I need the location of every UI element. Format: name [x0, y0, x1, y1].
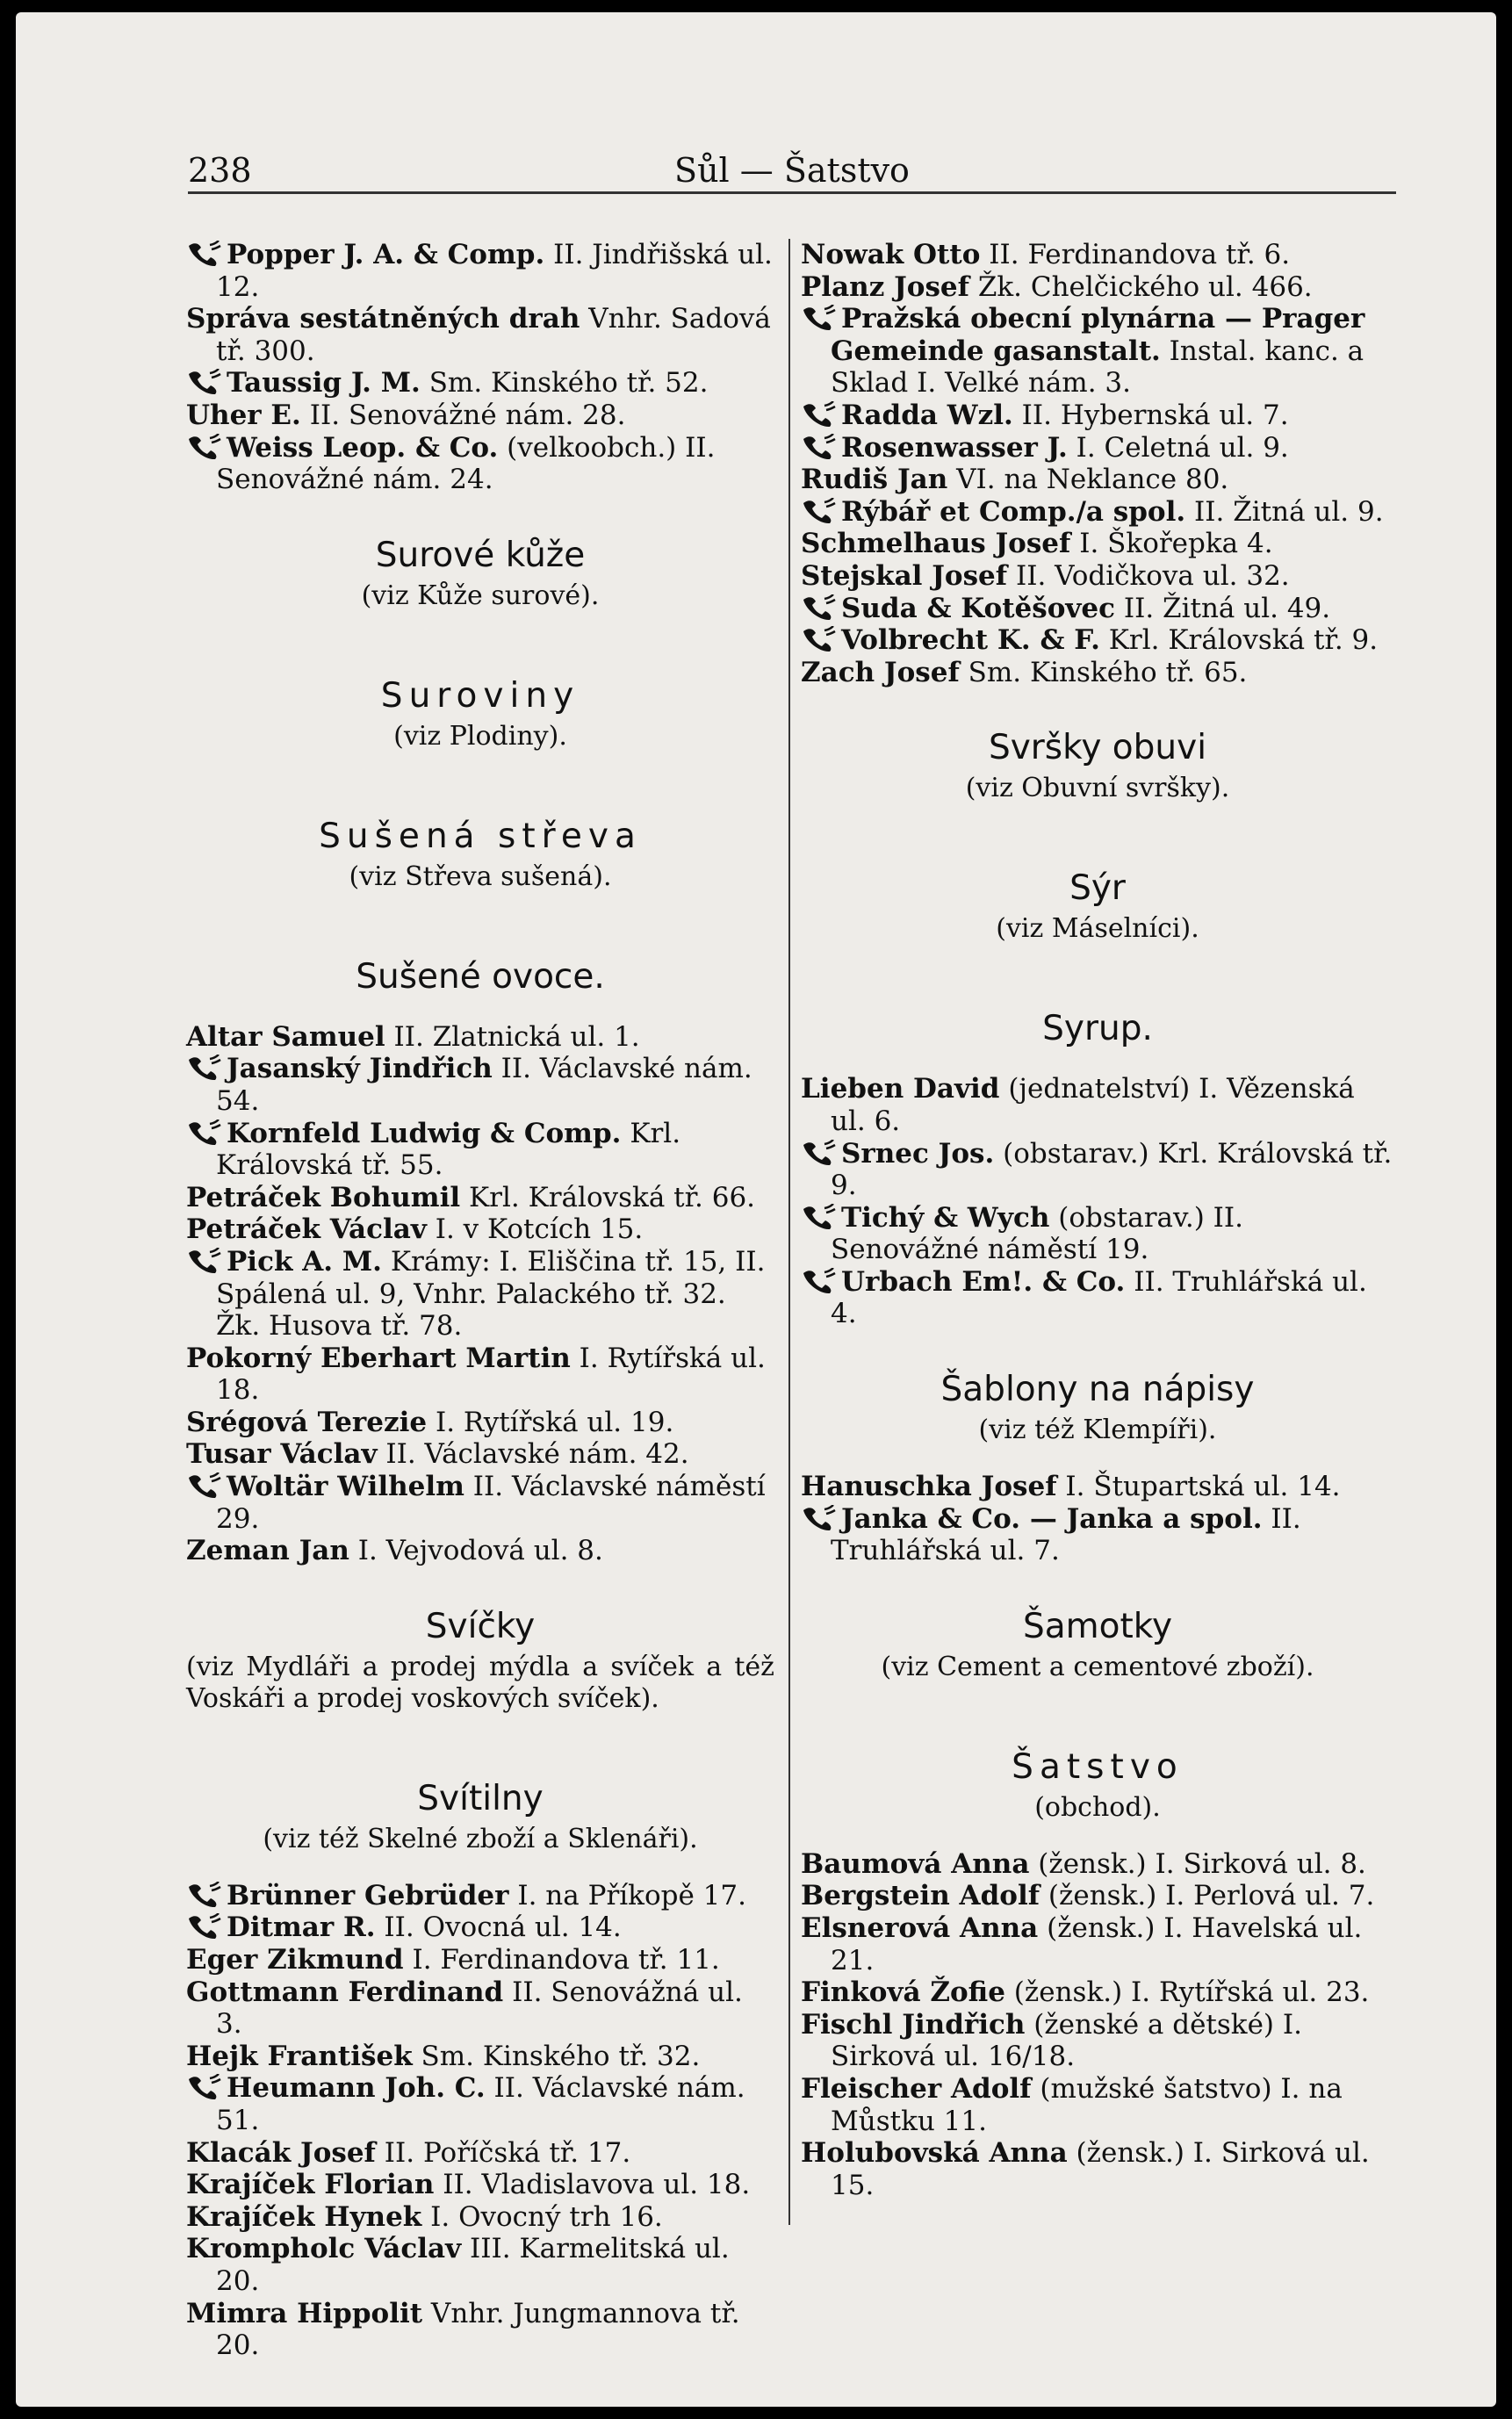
directory-entry: [801, 560, 1394, 593]
directory-entry: [186, 1911, 774, 1944]
telephone-icon: [186, 1248, 221, 1274]
entry-name: Jasanský Jindřich: [227, 1053, 493, 1085]
section-heading-block: [801, 969, 1394, 1073]
section-heading-block: [801, 688, 1394, 829]
section-note: (viz Kůže surové).: [361, 580, 600, 611]
directory-entry: [801, 1880, 1394, 1912]
directory-entry: [186, 1438, 774, 1471]
directory-entry: [801, 432, 1394, 464]
directory-entry: [186, 1021, 774, 1054]
section-heading-block: [186, 637, 774, 777]
telephone-icon: [186, 1120, 221, 1146]
section-title: Šatstvo: [1012, 1746, 1184, 1787]
section-title: Suroviny: [380, 675, 580, 716]
entry-name: Gottmann Ferdinand: [186, 1976, 504, 2008]
entry-name: Planz Josef: [801, 270, 969, 303]
section-title: Sýr: [1069, 868, 1126, 909]
directory-entry: [186, 1880, 774, 1912]
entry-name: Weiss Leop. & Co.: [227, 431, 499, 464]
entry-name: Altar Samuel: [186, 1020, 385, 1053]
entry-name: Zeman Jan: [186, 1535, 349, 1567]
entry-name: Hanuschka Josef: [801, 1471, 1057, 1503]
telephone-icon: [186, 1882, 221, 1908]
directory-entry: [186, 1535, 774, 1567]
entry-address: II. Václavské nám. 54.: [216, 1053, 752, 1117]
entry-address: Krl. Královská tř. 9.: [1099, 624, 1379, 657]
entry-address: Krl. Královská tř. 66.: [460, 1181, 756, 1213]
entry-address: Sm. Kinského tř. 52.: [420, 367, 709, 400]
entry-name: Radda Wzl.: [841, 399, 1013, 431]
directory-entry: [186, 1213, 774, 1246]
entry-name: Zach Josef: [801, 656, 960, 688]
directory-entry: [186, 1182, 774, 1214]
directory-entry: [801, 1138, 1394, 1202]
directory-entry: [186, 1118, 774, 1182]
entry-address: Sm. Kinského tř. 65.: [959, 656, 1248, 688]
directory-entry: [186, 2169, 774, 2201]
entry-address: Krámy: I. Eliščina tř. 15, II. Spálená ul. 9, Vnhr. Palackého tř. 32. Žk. Husova tř. 78.: [216, 1245, 766, 1343]
entry-name: Krajíček Hynek: [186, 2200, 422, 2233]
entry-address: Vnhr. Sadová tř. 300.: [216, 303, 771, 367]
directory-entry: [801, 1848, 1394, 1881]
directory-entry: [801, 1266, 1394, 1330]
entry-address: II. Václavské nám. 51.: [216, 2072, 745, 2136]
entry-address: (žensk.) I. Perlová ul. 7.: [1040, 1880, 1375, 1912]
directory-entry: [801, 2009, 1394, 2073]
directory-entry: [801, 1073, 1394, 1137]
directory-entry: [801, 239, 1394, 271]
directory-entry: [186, 1944, 774, 1976]
entry-address: I. Ovocný trh 16.: [421, 2200, 663, 2233]
section-heading-block: [801, 1567, 1394, 1708]
telephone-icon: [186, 434, 221, 460]
section-note: (viz Máselníci).: [996, 913, 1199, 945]
telephone-icon: [801, 1204, 836, 1230]
entry-address: III. Karmelitská ul. 20.: [216, 2233, 730, 2297]
directory-entry: [801, 2073, 1394, 2137]
section-title: Sušené ovoce.: [356, 956, 605, 997]
page-header: [188, 151, 1396, 194]
entry-name: Lieben David: [801, 1073, 1000, 1105]
directory-entry: [801, 528, 1394, 560]
entry-address: II. Žitná ul. 49.: [1114, 592, 1331, 624]
entry-name: Klacák Josef: [186, 2136, 376, 2169]
entry-name: Pick A. M.: [227, 1245, 382, 1278]
directory-entry: [801, 303, 1394, 400]
entry-address: II. Václavské nám. 42.: [377, 1438, 689, 1471]
entry-name: Suda & Kotěšovec: [841, 592, 1115, 624]
telephone-icon: [186, 2074, 221, 2100]
section-heading-block: [801, 1708, 1394, 1848]
directory-entry: [801, 593, 1394, 625]
entry-name: Petráček Bohumil: [186, 1181, 461, 1213]
directory-entry: [186, 2072, 774, 2136]
section-title: Syrup.: [1042, 1009, 1153, 1049]
entry-address: II. Truhlářská ul. 4.: [831, 1265, 1367, 1330]
entry-name: Pokorný Eberhart Martin: [186, 1342, 571, 1374]
directory-entry: [801, 1976, 1394, 2009]
entry-name: Rýbář et Comp./a spol.: [841, 495, 1186, 528]
telephone-icon: [801, 594, 836, 621]
entry-address: Krl. Královská tř. 55.: [216, 1117, 681, 1182]
section-note: (viz Obuvní svršky).: [965, 773, 1230, 804]
section-note: (viz též Klempíři).: [978, 1415, 1217, 1446]
entry-address: (žensk.) I. Havelská ul. 21.: [831, 1912, 1363, 1976]
entry-name: Taussig J. M.: [227, 367, 421, 400]
entry-address: II. Senovážná ul. 3.: [216, 1976, 743, 2041]
section-heading-block: [801, 829, 1394, 969]
entry-name: Fleischer Adolf: [801, 2073, 1032, 2105]
entry-address: VI. na Neklance 80.: [947, 464, 1229, 496]
section-title: Svršky obuvi: [988, 728, 1207, 768]
entry-name: Stejskal Josef: [801, 559, 1008, 592]
directory-entry: [801, 271, 1394, 304]
entry-name: Srégová Terezie: [186, 1406, 428, 1438]
directory-entry: [186, 2298, 774, 2362]
section-note: (viz Střeva sušená).: [349, 860, 612, 892]
entry-name: Hejk František: [186, 2040, 413, 2072]
section-title: Surové kůže: [375, 535, 586, 575]
entry-address: II. Vodičkova ul. 32.: [1007, 559, 1290, 592]
entry-name: Rosenwasser J.: [841, 431, 1068, 464]
entry-name: Tusar Václav: [186, 1438, 378, 1471]
entry-name: Popper J. A. & Comp.: [227, 239, 545, 270]
right-column: [801, 239, 1394, 2201]
entry-name: Finková Žofie: [801, 1976, 1005, 2009]
entry-name: Heumann Joh. C.: [227, 2072, 486, 2105]
section-note: (viz Plodiny).: [393, 720, 567, 752]
entry-name: Fischl Jindřich: [801, 2008, 1026, 2041]
section-note: (viz Cement a cementové zboží).: [881, 1651, 1314, 1682]
entry-address: II. Vladislavova ul. 18.: [434, 2169, 751, 2201]
telephone-icon: [186, 369, 221, 395]
telephone-icon: [186, 1055, 221, 1081]
column-divider: [788, 239, 790, 2225]
directory-entry: [186, 1471, 774, 1535]
telephone-icon: [186, 1913, 221, 1940]
directory-entry: [801, 1202, 1394, 1266]
directory-entry: [801, 624, 1394, 657]
directory-entry: [186, 2137, 774, 2170]
directory-entry: [801, 2137, 1394, 2201]
entry-name: Kornfeld Ludwig & Comp.: [227, 1117, 622, 1149]
directory-entry: [801, 464, 1394, 496]
entry-name: Mimra Hippolit: [186, 2297, 423, 2329]
telephone-icon: [186, 1472, 221, 1499]
entry-address: Sm. Kinského tř. 32.: [412, 2040, 701, 2072]
entry-address: Žk. Chelčického ul. 466.: [968, 270, 1313, 303]
directory-entry: [186, 1976, 774, 2041]
entry-address: I. Celetná ul. 9.: [1067, 431, 1289, 464]
entry-address: II. Ferdinandova tř. 6.: [980, 239, 1291, 270]
entry-address: I. Rytířská ul. 18.: [216, 1342, 766, 1407]
entry-address: Instal. kanc. a Sklad I. Velké nám. 3.: [831, 335, 1364, 400]
entry-name: Krompholc Václav: [186, 2233, 462, 2265]
entry-address: (obstarav.) Krl. Královská tř. 9.: [831, 1137, 1393, 1202]
entry-name: Janka & Co. — Janka a spol.: [841, 1502, 1263, 1535]
directory-entry: [801, 1471, 1394, 1503]
telephone-icon: [186, 241, 221, 267]
directory-entry: [186, 1246, 774, 1343]
section-heading-block: [186, 1739, 774, 1880]
section-note: (viz Mydláři a prodej mýdla a svíček a též Voskáři a prodej voskových svíček).: [186, 1651, 774, 1714]
directory-entry: [186, 239, 774, 303]
entry-name: Pražská obecní plynárna — Prager Gemeinde gasanstalt.: [831, 303, 1365, 367]
entry-address: (velkoobch.) II. Senovážné nám. 24.: [216, 431, 716, 496]
section-note: (obchod).: [1034, 1791, 1161, 1823]
entry-address: Vnhr. Jungmannova tř. 20.: [216, 2297, 740, 2362]
entry-name: Baumová Anna: [801, 1847, 1030, 1880]
entry-name: Tichý & Wych: [841, 1201, 1050, 1234]
section-title: Svítilny: [417, 1778, 544, 1818]
entry-name: Eger Zikmund: [186, 1944, 404, 1976]
entry-name: Holubovská Anna: [801, 2137, 1068, 2170]
entry-address: (ženské a dětské) I. Sirková ul. 16/18.: [831, 2008, 1302, 2073]
entry-name: Urbach Em!. & Co.: [841, 1265, 1126, 1298]
entry-address: I. Vejvodová ul. 8.: [349, 1535, 603, 1567]
entry-address: I. Ferdinandova tř. 11.: [403, 1944, 720, 1976]
entry-address: (mužské šatstvo) I. na Můstku 11.: [831, 2073, 1343, 2137]
page-title: Sůl — Šatstvo: [674, 151, 910, 190]
telephone-icon: [801, 1268, 836, 1294]
directory-entry: [186, 1407, 774, 1439]
entry-address: II. Ovocná ul. 14.: [375, 1911, 622, 1944]
directory-entry: [801, 657, 1394, 689]
section-title: Sušená střeva: [319, 816, 642, 856]
entry-address: I. v Kotcích 15.: [426, 1213, 644, 1246]
entry-address: I. na Příkopě 17.: [508, 1879, 746, 1911]
directory-entry: [186, 400, 774, 432]
entry-name: Schmelhaus Josef: [801, 528, 1071, 560]
entry-address: I. Rytířská ul. 19.: [427, 1406, 674, 1438]
section-heading-block: [186, 918, 774, 1021]
entry-address: II. Senovážné nám. 28.: [300, 399, 626, 431]
page-number: 238: [188, 151, 252, 190]
entry-name: Srnec Jos.: [841, 1137, 995, 1170]
directory-entry: [186, 2201, 774, 2234]
section-heading-block: [186, 777, 774, 918]
entry-address: (obstarav.) II. Senovážné náměstí 19.: [831, 1201, 1243, 1266]
entry-name: Krajíček Florian: [186, 2169, 435, 2201]
entry-address: (jednatelství) I. Vězenská ul. 6.: [831, 1073, 1355, 1137]
section-heading-block: [801, 1330, 1394, 1471]
telephone-icon: [801, 498, 836, 524]
entry-address: II. Jindřišská ul. 12.: [216, 239, 773, 303]
entry-address: I. Škořepka 4.: [1070, 528, 1273, 560]
entry-name: Brünner Gebrüder: [227, 1879, 509, 1911]
directory-entry: [186, 2233, 774, 2297]
directory-entry: [801, 1503, 1394, 1567]
section-heading-block: [186, 496, 774, 637]
entry-name: Nowak Otto: [801, 239, 981, 270]
directory-entry: [186, 303, 774, 367]
entry-address: II. Poříčská tř. 17.: [375, 2136, 631, 2169]
entry-address: (žensk.) I. Sirková ul. 15.: [831, 2137, 1370, 2201]
directory-entry: [186, 432, 774, 496]
entry-name: Ditmar R.: [227, 1911, 376, 1944]
telephone-icon: [801, 1505, 836, 1531]
entry-name: Bergstein Adolf: [801, 1880, 1040, 1912]
entry-address: (žensk.) I. Sirková ul. 8.: [1029, 1847, 1366, 1880]
directory-entry: [186, 2041, 774, 2073]
telephone-icon: [801, 434, 836, 460]
directory-entry: [801, 400, 1394, 432]
entry-address: II. Zlatnická ul. 1.: [385, 1020, 640, 1053]
entry-address: II. Truhlářská ul. 7.: [831, 1502, 1301, 1567]
entry-address: II. Hybernská ul. 7.: [1012, 399, 1289, 431]
entry-name: Rudiš Jan: [801, 464, 948, 496]
entry-address: (žensk.) I. Rytířská ul. 23.: [1004, 1976, 1370, 2009]
entry-name: Woltär Wilhelm: [227, 1471, 464, 1503]
telephone-icon: [801, 401, 836, 428]
directory-entry: [186, 1343, 774, 1407]
telephone-icon: [801, 1140, 836, 1166]
section-note: (viz též Skelné zboží a Sklenáři).: [263, 1823, 698, 1854]
entry-name: Uher E.: [186, 399, 301, 431]
telephone-icon: [801, 305, 836, 331]
section-heading-block: [186, 1567, 774, 1739]
section-title: Šablony na nápisy: [940, 1370, 1255, 1410]
entry-name: Elsnerová Anna: [801, 1912, 1039, 1945]
directory-entry: [186, 367, 774, 400]
entry-name: Volbrecht K. & F.: [841, 624, 1100, 657]
section-title: Svíčky: [425, 1606, 536, 1646]
left-column: [186, 239, 774, 2362]
entry-name: Správa sestátněných drah: [186, 303, 580, 335]
entry-address: I. Štupartská ul. 14.: [1056, 1471, 1341, 1503]
section-title: Šamotky: [1022, 1606, 1173, 1646]
entry-name: Petráček Václav: [186, 1213, 427, 1246]
entry-address: II. Žitná ul. 9.: [1185, 495, 1384, 528]
directory-entry: [801, 496, 1394, 529]
directory-entry: [801, 1912, 1394, 1976]
telephone-icon: [801, 626, 836, 652]
directory-entry: [186, 1053, 774, 1117]
entry-address: II. Václavské náměstí 29.: [216, 1471, 766, 1535]
